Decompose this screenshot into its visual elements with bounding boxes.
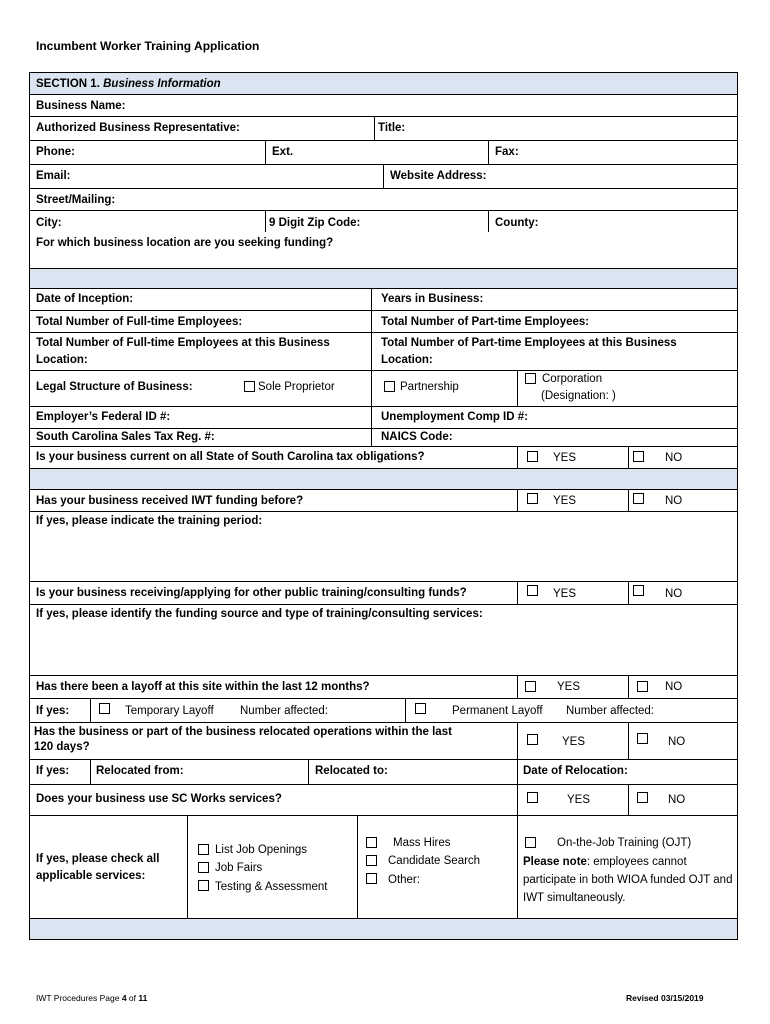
temporary-affected-label: Number affected:	[240, 705, 329, 717]
layoff-no-label: NO	[665, 681, 683, 693]
phone-label: Phone:	[36, 146, 75, 158]
tax-question: Is your business current on all State of South Carolina tax obligations?	[36, 451, 425, 463]
public-no-label: NO	[665, 588, 683, 600]
note-text: : employees cannot participate in both WIOA funded OJT and IWT simultaneously.	[523, 856, 733, 904]
tax-yes-label: YES	[553, 452, 577, 464]
public-yes-checkbox[interactable]	[527, 585, 538, 596]
inception-label: Date of Inception:	[36, 293, 134, 305]
tax-yes-checkbox[interactable]	[527, 451, 538, 462]
relocation-if-yes-label: If yes:	[36, 765, 70, 777]
relocation-yes-label: YES	[562, 736, 586, 748]
footer-page-number: 4	[121, 993, 127, 1003]
iwt-no-label: NO	[665, 495, 683, 507]
fulltime-label: Total Number of Full-time Employees:	[36, 316, 243, 328]
business-name-label: Business Name:	[36, 100, 126, 112]
mass-hires-checkbox[interactable]	[366, 837, 377, 848]
section-title: Business Information	[103, 78, 221, 90]
tax-no-label: NO	[665, 452, 683, 464]
county-label: County:	[495, 217, 539, 229]
city-label: City:	[36, 217, 62, 229]
mass-hires-label: Mass Hires	[393, 837, 451, 849]
naics-label: NAICS Code:	[381, 431, 453, 443]
permanent-layoff-checkbox[interactable]	[415, 703, 426, 714]
scworks-no-label: NO	[668, 794, 686, 806]
corporation-label: Corporation	[542, 373, 603, 385]
ext-label: Ext.	[272, 146, 294, 158]
job-openings-label: List Job Openings	[215, 844, 308, 856]
public-funds-question: Is your business receiving/applying for other public training/consulting funds?	[36, 587, 467, 599]
permanent-affected-label: Number affected:	[566, 705, 655, 717]
layoff-question: Has there been a layoff at this site within the last 12 months?	[36, 681, 370, 693]
public-source-label: If yes, please identify the funding source and type of training/consulting services:	[36, 608, 483, 620]
public-no-checkbox[interactable]	[633, 585, 644, 596]
separator-band	[29, 918, 738, 939]
relocation-no-checkbox[interactable]	[637, 733, 648, 744]
zip-label: 9 Digit Zip Code:	[269, 217, 361, 229]
layoff-yes-checkbox[interactable]	[525, 681, 536, 692]
footer-page-total: 11	[138, 993, 148, 1003]
temporary-layoff-label: Temporary Layoff	[125, 705, 214, 717]
email-label: Email:	[36, 170, 71, 182]
scworks-question: Does your business use SC Works services?	[36, 793, 282, 805]
scworks-yes-label: YES	[567, 794, 591, 806]
sole-proprietor-checkbox[interactable]	[244, 381, 255, 392]
relocation-question: Has the business or part of the business relocated operations within the last 120 days?	[34, 726, 452, 753]
relocated-from-label: Relocated from:	[96, 765, 184, 777]
separator-band	[29, 468, 738, 489]
footer-revised: Revised 03/15/2019	[626, 993, 704, 1003]
testing-assessment-checkbox[interactable]	[198, 880, 209, 891]
fein-label: Employer’s Federal ID #:	[36, 411, 171, 423]
layoff-yes-label: YES	[557, 681, 581, 693]
iwt-yes-checkbox[interactable]	[527, 493, 538, 504]
sole-proprietor-label: Sole Proprietor	[258, 381, 335, 393]
document-title: Incumbent Worker Training Application	[36, 39, 260, 53]
layoff-if-yes-label: If yes:	[36, 705, 70, 717]
layoff-no-checkbox[interactable]	[637, 681, 648, 692]
permanent-layoff-label: Permanent Layoff	[452, 705, 543, 717]
relocation-date-label: Date of Relocation:	[523, 765, 628, 777]
legal-structure-label: Legal Structure of Business:	[36, 381, 193, 393]
location-question: For which business location are you seeking funding?	[36, 237, 334, 249]
application-form	[29, 72, 738, 940]
ojt-note	[523, 853, 735, 907]
scworks-yes-checkbox[interactable]	[527, 792, 538, 803]
tax-no-checkbox[interactable]	[633, 451, 644, 462]
sc-tax-label: South Carolina Sales Tax Reg. #:	[36, 431, 215, 443]
iwt-question: Has your business received IWT funding before?	[36, 495, 304, 507]
corporation-checkbox[interactable]	[525, 373, 536, 384]
section-1-header	[36, 77, 221, 91]
parttime-location-label: Total Number of Part-time Employees at this Business Location:	[381, 337, 677, 366]
job-fairs-checkbox[interactable]	[198, 862, 209, 873]
ojt-label: On-the-Job Training (OJT)	[557, 837, 692, 849]
candidate-search-checkbox[interactable]	[366, 855, 377, 866]
other-service-label: Other:	[388, 874, 420, 886]
temporary-layoff-checkbox[interactable]	[99, 703, 110, 714]
check-all-label: If yes, please check all applicable services:	[36, 853, 160, 882]
parttime-label: Total Number of Part-time Employees:	[381, 316, 590, 328]
iwt-yes-label: YES	[553, 495, 577, 507]
testing-assessment-label: Testing & Assessment	[215, 881, 328, 893]
auth-rep-label: Authorized Business Representative:	[36, 122, 240, 134]
other-service-checkbox[interactable]	[366, 873, 377, 884]
relocated-to-label: Relocated to:	[315, 765, 388, 777]
iwt-no-checkbox[interactable]	[633, 493, 644, 504]
footer-page-info	[36, 993, 147, 1003]
ui-label: Unemployment Comp ID #:	[381, 411, 528, 423]
note-label: Please note	[523, 856, 587, 868]
relocation-yes-checkbox[interactable]	[527, 734, 538, 745]
fax-label: Fax:	[495, 146, 519, 158]
iwt-period-label: If yes, please indicate the training period:	[36, 515, 263, 527]
scworks-no-checkbox[interactable]	[637, 792, 648, 803]
footer-prefix: IWT Procedures Page	[36, 993, 122, 1003]
street-label: Street/Mailing:	[36, 194, 116, 206]
title-label: Title:	[378, 122, 406, 134]
partnership-checkbox[interactable]	[384, 381, 395, 392]
relocation-no-label: NO	[668, 736, 686, 748]
fulltime-location-label: Total Number of Full-time Employees at this Business Location:	[36, 337, 330, 366]
website-label: Website Address:	[390, 170, 487, 182]
candidate-search-label: Candidate Search	[388, 855, 481, 867]
years-label: Years in Business:	[381, 293, 484, 305]
partnership-label: Partnership	[400, 381, 459, 393]
job-fairs-label: Job Fairs	[215, 862, 263, 874]
ojt-checkbox[interactable]	[525, 837, 536, 848]
public-yes-label: YES	[553, 588, 577, 600]
job-openings-checkbox[interactable]	[198, 844, 209, 855]
separator-band	[29, 268, 738, 288]
designation-label: (Designation: )	[541, 390, 616, 402]
footer-of: of	[126, 993, 139, 1003]
section-label: SECTION 1.	[36, 78, 100, 90]
